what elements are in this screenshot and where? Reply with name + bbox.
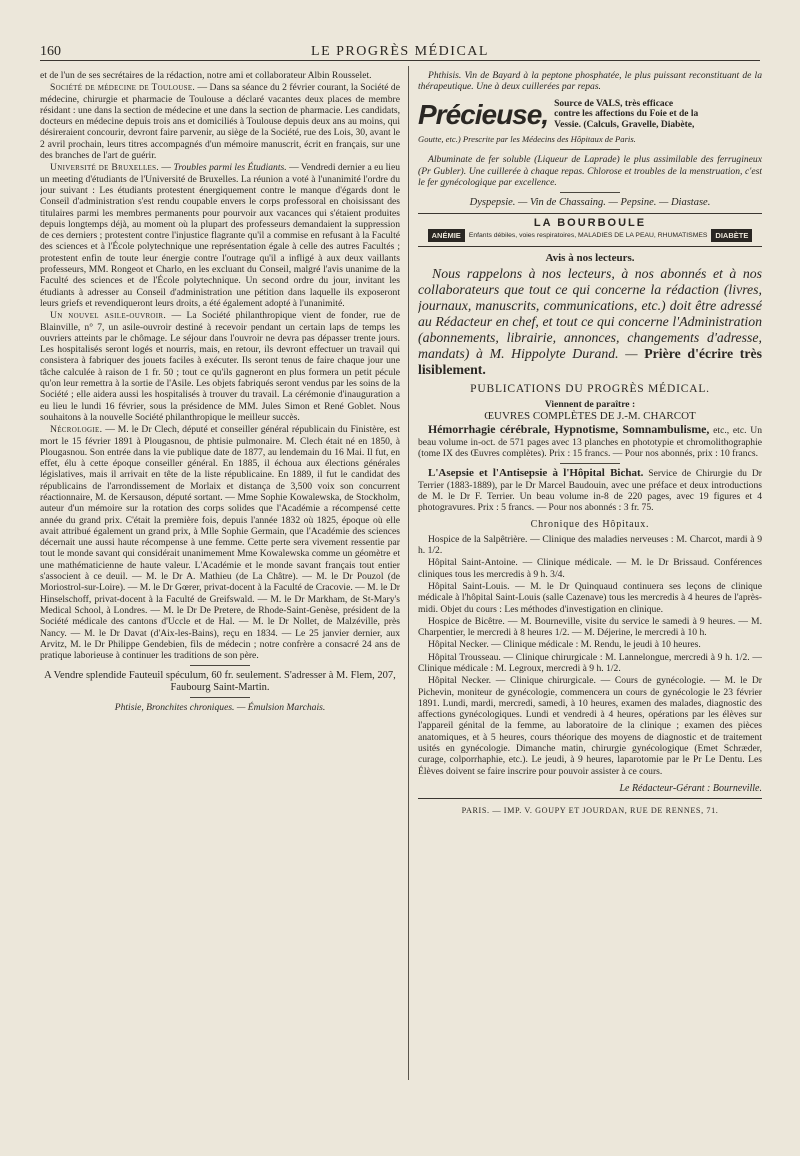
article-heading: Nécrologie.: [50, 424, 103, 436]
article-asile: [40, 310, 400, 423]
hospital-entry: Hôpital Trousseau. — Clinique chirurgicale : M. Lannelongue, mercredi à 9 h. 1/2. — Clinique médicale : M. Legroux, mercredi à 9 h. 1/2.: [418, 651, 762, 674]
article-body: — M. le Dr Clech, député et conseiller général républicain du Finistère, est mort le 15 février 1891 à Plougasnou, de phtisie pulmonaire. M. Clech était né en 1850, à Plougasnou. Son entrée dans la vie publique date de 1877, au lendemain du 16 Mai. Il fut, en effet, élu à cette époque conseiller général. En 1885, il échoua aux élections générales législatives, mais il arrivait en tête de la liste républicaine. En 1889, il fut le candidat des républicains de l'arrondissement de Morlaix et distança de 3,500 voix son concurrent réactionnaire, M. de Kersauson, député sortant. — Mme Sophie Kowalewska, de Stockholm, auteur d'un mémoire sur la rotation des corps solides que l'Académie a récompensé cette année du grand prix. C'était la première fois, depuis l'année 1832 où 1825, époque où elle avait attribué également un grand prix, à Mlle Sophie Germain, que l'Académie des sciences décernait une aussi haute récompense à une femme. Cette perte sera vivement ressentie par tout le monde savant qui considérait unanimement Mme Kowalewska comme un géomètre et une mathématicienne de haute valeur. L'Académie et le monde savant français tout entier s'associent à ce deuil. — M. le Dr A. Mathieu (de La Châtre). — M. le Dr Pouzol (de Moriostrol-sur-Loire). — M. le Dr Gœrer, privat-docent à la Faculté de Cracovie. — M. le Dr Hinselschoff, privat-docent à la Faculté de Greifswald. — M. le Dr Markham, de St-Mary's Medical School, à Londres. — M. le Dr De Pretere, de Rhode-Saint-Genèse, président de la Société médicale des cantons d'Uccle et de Hal. — M. le Dr Nollet, de Malzéville, près Nancy. — M. le Dr Davat (d'Aix-les-Bains), reçu en 1834. — Le 25 janvier dernier, aux Arvitz, M. le Dr Philippe Gendebien, fils de médecin ; notre confrère a consacré 24 ans de pratique laborieuse à continuer les traditions de son père.: [40, 424, 400, 662]
section-rule: [560, 149, 620, 150]
hospital-entry: Hôpital Saint-Antoine. — Clinique médicale. — M. le Dr Brissaud. Conférences cliniques tous les mercredis à 9 h. 3/4.: [418, 557, 762, 580]
notice-title: Avis à nos lecteurs.: [545, 252, 635, 265]
ad-bourboule-title: LA BOURBOULE: [533, 216, 647, 229]
section-rule: [190, 697, 250, 698]
ad-bayard: Phthisis. Vin de Bayard à la peptone phosphatée, le plus puissant reconstituant de la thérapeutique. Une à deux cuillerées par repas.: [418, 70, 762, 93]
ad-vals: [418, 99, 762, 131]
book-description: Service de Chirurgie du Dr Terrier (1883-1889), par le Dr Marcel Baudouin, avec une préface et deux introductions de M. le Dr F. Terrier. Un beau volume in-8 de 220 pages, avec 19 figures et 4 photogravures. Prix : 5 francs. — Pour nos abonnés : 3 fr. 75.: [418, 468, 762, 514]
notice-emphasis: Prière d'écrire très lisiblement.: [418, 346, 762, 378]
article-heading: Société de médecine de Toulouse.: [50, 82, 196, 94]
article-heading: Université de Bruxelles.: [50, 162, 160, 174]
hospital-entry: Hôpital Necker. — Clinique médicale : M. Rendu, le jeudi à 10 heures.: [428, 639, 701, 651]
ad-tag: DIABÈTE: [711, 229, 752, 242]
ad-bourboule-sub: Enfants débiles, voies respiratoires, MALADIES DE LA PEAU, RHUMATISMES: [468, 231, 708, 239]
page-number: 160: [40, 44, 61, 59]
ad-vals-line: contre les affections du Foie et de la: [554, 109, 699, 120]
section-rule: [190, 665, 250, 666]
ad-vals-line: Vessie. (Calculs, Gravelle, Diabète,: [554, 119, 695, 130]
paragraph-continued: et de l'un de ses secrétaires de la rédaction, notre ami et collaborateur Albin Rousselet.: [40, 70, 372, 81]
book-asepsie: [418, 468, 762, 513]
section-rule: [560, 192, 620, 193]
running-title: LE PROGRÈS MÉDICAL: [311, 44, 489, 59]
book-description: etc., etc. Un beau volume in-oct. de 571 pages avec 13 planches en phototypie et chromolithographie (tome IX des Œuvres complètes). Prix : 15 francs. — Pour nos abonnés, prix : 10 francs.: [418, 425, 762, 459]
editor-signoff: Le Rédacteur-Gérant : Bourneville.: [619, 782, 762, 794]
ad-fauteuil: A Vendre splendide Fauteuil spéculum, 60 fr. seulement. S'adresser à M. Flem, 207, Faubourg Saint-Martin.: [44, 670, 396, 693]
ad-bourboule: [418, 229, 762, 242]
ad-brand: Précieuse,: [418, 98, 549, 130]
article-body: — Dans sa séance du 2 février courant, la Société de médecine, chirurgie et pharmacie de Toulouse a déclaré vacantes deux places de membre résidant : une dans la section de médecine et une dans la section de pharmacie. Les candidats, docteurs en médecine depuis trois ans et domiciliés à Toulouse depuis deux ans au moins, qui désireraient concourir, devront faire parvenir, au siège de la Société, rue des Lois, 30, avant le 2 avril prochain, leurs titres accompagnés d'un mémoire manuscrit, écrit en français, sur une des branches de l'art de guérir.: [40, 82, 400, 162]
ad-dyspepsie: Dyspepsie. — Vin de Chassaing. — Pepsine. — Diastase.: [469, 197, 711, 209]
article-necrologie: [40, 424, 400, 661]
left-column: [40, 70, 400, 717]
section-rule: [418, 246, 762, 247]
book-title: Hémorrhagie cérébrale, Hypnotisme, Somnambulisme,: [428, 422, 710, 437]
hospital-entry: Hôpital Saint-Louis. — M. le Dr Quinquaud continuera ses leçons de clinique médicale à l'hôpital Saint-Louis (salle Cazenave) tous les mercredis à 4 heures de l'après-midi. Objet du cours : Les méthodes d'investigation en clinique.: [418, 580, 762, 615]
section-rule: [560, 463, 620, 464]
article-toulouse: [40, 82, 400, 161]
ad-vals-line: Source de VALS, très efficace: [554, 98, 674, 109]
hospital-entry: Hôpital Necker. — Clinique chirurgicale. — Cours de gynécologie. — M. le Dr Pichevin, moniteur de gynécologie, commencera un cours de gynécologie le 23 février 1891. Lundi, mardi, mercredi, samedi, à 10 heures, examen des malades, diagnostic des affections gynécologiques. Lundi et vendredi à 4 heures, opérations par les élèves sur l'appareil génital de la femme, au laboratoire de la clinique ; examen des pièces anatomiques, et à 5 heures, cours théorique des moyens de diagnostic et de traitement usités en gynécologie. Dimanche matin, chirurgie gynécologique (Emet Schræder, curage, colporrhaphie, etc.). Le jeudi, à 9 heures, laparotomie par le Pr Le Dentu. Les Élèves doivent se faire inscrire pour pouvoir assister à ce cours.: [418, 675, 762, 777]
book-hemorrhagie: [418, 423, 762, 459]
notice-body: [418, 266, 762, 378]
publications-subtitle: Viennent de paraître :: [544, 398, 636, 410]
article-body: — La Société philanthropique vient de fonder, rue de Blainville, n° 7, un asile-ouvroir destiné à recevoir pendant un certain laps de temps les ouvriers atteints par le chômage. Le séjour dans l'ouvroir ne devra pas dépasser trente jours. Les hospitalisés seront logés et nourris, mais, en retour, ils devront effectuer un travail qui consistera à fabriquer des jouets faciles à exécuter. Ils seront tenus de faire chaque jour une tâche calculée à raison de 1 fr. 50 ; tout ce qu'ils gagneront en plus formera un petit pécule qu'on leur remettra à la sortie de l'Asile. Les objets fabriqués seront vendus par les soins de la Société ; elle aidera aussi les hospitalisés à trouver du travail. La cérémonie d'inauguration a eu lieu le lundi 16 février, sous la présidence de MM. Jules Simon et René Goblet. Nous souhaitons à la nouvelle Société philanthropique le meilleur succès.: [40, 310, 400, 423]
section-rule: [418, 798, 762, 799]
chronique-title: Chronique des Hôpitaux.: [530, 519, 650, 531]
hospital-entry: Hospice de Bicêtre. — M. Bourneville, visite du service le samedi à 9 heures. — M. Charpentier, le mercredi à 8 heures 1/2. — M. Déjerine, le mercredi à 10 h.: [418, 615, 762, 639]
hospital-entry: Hospice de la Salpêtrière. — Clinique des maladies nerveuses : M. Charcot, mardi à 9 h. 1/2.: [418, 533, 762, 557]
ad-emulsion: Phtisie, Bronchites chroniques. — Émulsion Marchais.: [114, 702, 326, 714]
notice-text: Nous rappelons à nos lecteurs, à nos abonnés et à nos collaborateurs que tout ce qui concerne la rédaction (livres, journaux, manuscrits, communications, etc.) doit être adressé au Rédacteur en chef, et tout ce qui concerne l'Administration (abonnements, librairie, annonces, changements d'adresse, mandats) à M. Hippolyte Durand. —: [418, 266, 762, 362]
page-header: [40, 36, 760, 61]
column-divider: [408, 66, 409, 1080]
article-bruxelles: Université de Bruxelles. — Troubles parmi les Étudiants. — Vendredi dernier a eu lieu un meeting d'étudiants de l'Université de Bruxelles. La réunion a voté à l'unanimité l'ordre du jour suivant : Les étudiants protestent énergiquement contre le manque d'égards dont le Conseil d'administration s'est rendu coupable envers le corps professoral en choisissant des titulaires parmi les membres permanents pour pourvoir aux vacances qui s'étaient produites depuis longtemps déjà, au moment où la plupart des professeurs demandaient la suppression de ces derniers ; protestent contre l'injustice flagrante qu'il a commise en refusant à la Faculté des sciences et à l'École polytechnique une représentation égale à celle des autres Facultés ; protestent enfin de toute leur énergie contre l'outrage qu'il a infligé à aux deux vaillants professeurs, MM. Rongeot et Charlo, en les excluant du Conseil, malgré l'avis unanime de la Faculté des sciences et de l'École polytechnique. Un second ordre du jour, invitant les étudiants à adresser au Conseil d'administration une pétition dans laquelle ils exposeront leurs griefs et revendiqueront leurs droits, a été également adopté à l'unanimité.: [40, 162, 400, 309]
article-body: — Vendredi dernier a eu lieu un meeting d'étudiants de l'Université de Bruxelles. La réunion a voté à l'unanimité l'ordre du jour suivant : Les étudiants protestent énergiquement contre le manque d'égards dont le Conseil d'administration s'est rendu coupable envers le corps professoral en choisissant des titulaires parmi les membres permanents pour pourvoir aux vacances qui s'étaient produites depuis longtemps déjà, au moment où la plupart des professeurs demandaient la suppression de ces derniers ; protestent contre l'injustice flagrante qu'il a commise en refusant à la Faculté des sciences et à l'École polytechnique une représentation égale à celle des autres Facultés ; protestent enfin de toute leur énergie contre l'outrage qu'il a infligé à aux deux vaillants professeurs, MM. Rongeot et Charlo, en les excluant du Conseil, malgré l'avis unanime de la Faculté des sciences et de l'École polytechnique. Un second ordre du jour, invitant les étudiants à adresser au Conseil d'administration une pétition dans laquelle ils exposeront leurs griefs et revendiqueront leurs droits, a été également adopté à l'unanimité.: [40, 162, 400, 309]
ad-albuminate: Albuminate de fer soluble (Liqueur de Laprade) le plus assimilable des ferrugineux (Pr Gubler). Une cuillerée à chaque repas. Chlorose et troubles de la menstruation, c'est le fer gynécologique par excellence.: [418, 154, 762, 188]
ad-tag: ANÉMIE: [428, 229, 465, 242]
right-column: [418, 70, 762, 817]
book-series-title: ŒUVRES COMPLÈTES DE J.-M. CHARCOT: [484, 410, 696, 423]
printer-imprint: PARIS. — IMP. V. GOUPY ET JOURDAN, RUE DE RENNES, 71.: [461, 806, 719, 816]
book-title: L'Asepsie et l'Antisepsie à l'Hôpital Bichat.: [428, 467, 644, 480]
ad-vals-text: [554, 99, 698, 131]
article-heading: Un nouvel asile-ouvroir.: [50, 310, 167, 322]
publications-title: PUBLICATIONS DU PROGRÈS MÉDICAL.: [470, 383, 710, 396]
article-subtitle: Troubles parmi les Étudiants.: [173, 162, 287, 174]
ad-vals-footer: Goutte, etc.) Prescrite par les Médecins des Hôpitaux de Paris.: [418, 134, 636, 145]
section-rule: [418, 213, 762, 214]
